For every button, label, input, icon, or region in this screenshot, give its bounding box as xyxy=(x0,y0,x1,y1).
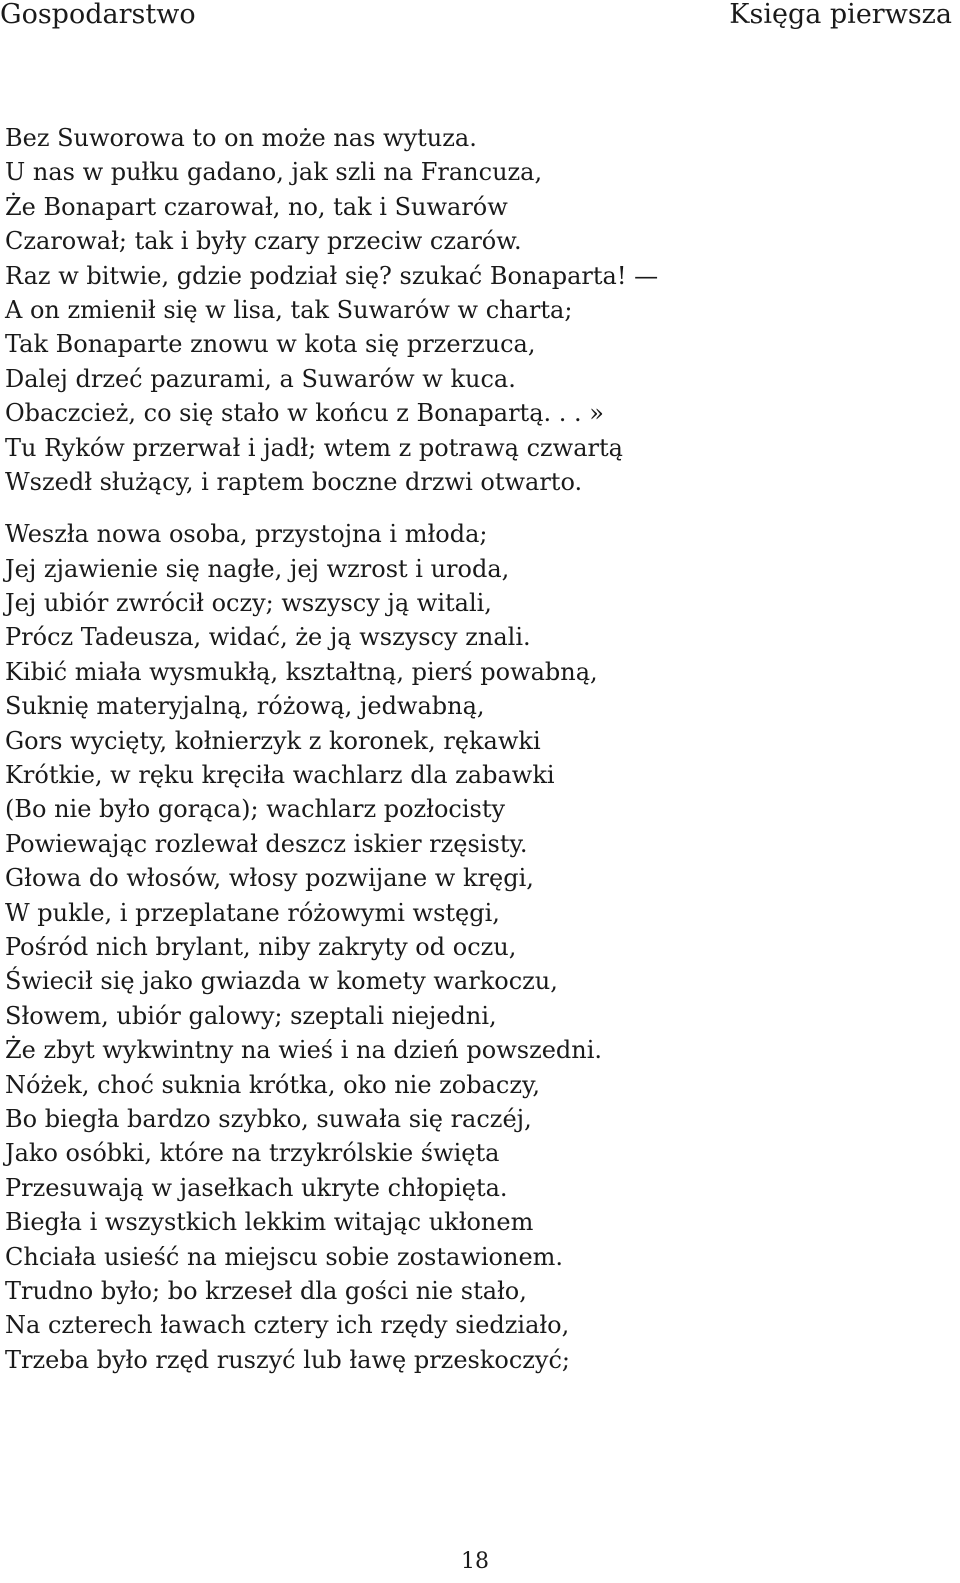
verse-line: Wszedł służący, i raptem boczne drzwi otwarto. xyxy=(5,467,583,496)
page-number-label: 18 xyxy=(461,1549,489,1574)
verse-line: Gors wycięty, kołnierzyk z koronek, rękawki xyxy=(5,726,541,755)
verse-line: Trudno było; bo krzeseł dla gości nie stało, xyxy=(5,1276,527,1305)
verse-line: Raz w bitwie, gdzie podział się? szukać Bonaparta! — xyxy=(5,261,659,290)
verse-line: Prócz Tadeusza, widać, że ją wszyscy znali. xyxy=(5,623,531,652)
verse-line: Bez Suworowa to on może nas wytuza. xyxy=(5,124,477,152)
verse-line: Przesuwają w jasełkach ukryte chłopięta. xyxy=(5,1173,508,1202)
verse-line: Bo biegła bardzo szybko, suwała się raczéj, xyxy=(5,1104,532,1133)
stanza-1 xyxy=(5,121,955,499)
verse-line: Kibić miała wysmukłą, kształtną, pierś powabną, xyxy=(5,657,598,686)
verse-line: Głowa do włosów, włosy pozwijane w kręgi, xyxy=(5,864,534,893)
verse-line: Że Bonapart czarował, no, tak i Suwarów xyxy=(5,192,508,221)
verse-line: (Bo nie było gorąca); wachlarz pozłocisty xyxy=(5,795,506,824)
running-header xyxy=(0,0,960,40)
header-chapter-title: Gospodarstwo xyxy=(0,0,196,30)
verse-line: Jako osóbki, które na trzykrólskie święta xyxy=(5,1139,500,1168)
verse-line: Czarował; tak i były czary przeciw czarów. xyxy=(5,227,522,256)
verse-line: Pośród nich brylant, niby zakryty od oczu, xyxy=(5,932,517,961)
verse-line: Tak Bonaparte znowu w kota się przerzuca, xyxy=(5,330,536,359)
page-number xyxy=(0,1548,960,1576)
verse-line: Słowem, ubiór galowy; szeptali niejedni, xyxy=(5,1001,497,1030)
verse-line: Nóżek, choć suknia krótka, oko nie zobaczy, xyxy=(5,1070,541,1099)
header-book-title: Księga pierwsza xyxy=(729,0,952,30)
verse-line: Suknię materyjalną, różową, jedwabną, xyxy=(5,692,485,721)
verse-line: Trzeba było rzęd ruszyć lub ławę przeskoczyć; xyxy=(5,1345,570,1374)
verse-line: Świecił się jako gwiazda w komety warkoczu, xyxy=(5,967,558,996)
verse-line: A on zmienił się w lisa, tak Suwarów w charta; xyxy=(5,295,573,324)
verse-line: Dalej drzeć pazurami, a Suwarów w kuca. xyxy=(5,364,516,393)
verse-line: Że zbyt wykwintny na wieś i na dzień powszedni. xyxy=(5,1036,603,1065)
verse-line: Krótkie, w ręku kręciła wachlarz dla zabawki xyxy=(5,761,555,790)
verse-line: Powiewając rozlewał deszcz iskier rzęsisty. xyxy=(5,829,528,858)
verse-line: Tu Ryków przerwał i jadł; wtem z potrawą czwartą xyxy=(5,433,623,462)
verse-line: Chciała usieść na miejscu sobie zostawionem. xyxy=(5,1242,564,1271)
verse-line: Biegła i wszystkich lekkim witając ukłonem xyxy=(5,1208,534,1237)
verse-line: W pukle, i przeplatane różowymi wstęgi, xyxy=(5,898,500,927)
verse-line: U nas w pułku gadano, jak szli na Francuza, xyxy=(5,158,543,187)
verse-line: Jej zjawienie się nagłe, jej wzrost i uroda, xyxy=(5,554,510,583)
poem-body xyxy=(5,121,955,1377)
verse-line: Obaczcież, co się stało w końcu z Bonapartą. . . » xyxy=(5,399,604,428)
verse-line: Weszła nowa osoba, przystojna i młoda; xyxy=(5,520,488,549)
stanza-2 xyxy=(5,517,955,1377)
verse-line: Jej ubiór zwrócił oczy; wszyscy ją witali, xyxy=(5,589,492,618)
verse-line: Na czterech ławach cztery ich rzędy siedziało, xyxy=(5,1311,570,1340)
